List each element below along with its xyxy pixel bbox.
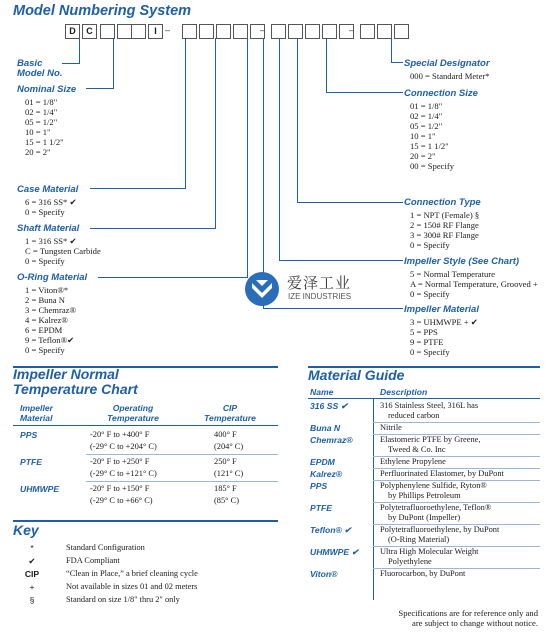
material-desc-line1: Polyphenylene Sulfide, Ryton® [380,481,487,490]
connection-type-label: Connection Type [404,197,481,208]
model-box [271,24,286,39]
shaft-material-list: 1 = 316 SS* ✔ C = Tungsten Carbide 0 = Specify [25,236,101,266]
model-box [288,24,303,39]
connection-size-list: 01 = 1/8" 02 = 1/4" 05 = 1/2" 10 = 1" 15 = 1 1/2" 20 = 2" 00 = Specify [410,101,454,171]
material-name: UHMWPE ✔ [310,547,359,557]
model-dash: – [349,25,355,35]
connection-size-label: Connection Size [404,88,478,99]
model-box [216,24,231,39]
logo-english-text: IZE INDUSTRIES [288,292,352,301]
shaft-material-label: Shaft Material [17,223,80,234]
model-box [305,24,320,39]
material-name: Kalrez® [310,469,343,479]
model-box [182,24,197,39]
material-desc-line1: Ethylene Propylene [380,457,446,466]
model-box [360,24,375,39]
material-name: Teflon® ✔ [310,525,352,535]
material-desc-line1: Ultra High Molecular Weight [380,547,479,556]
material-desc-line1: Elastomeric PTFE by Greene, [380,435,481,444]
material-name: Viton® [310,569,338,579]
footnote: Specifications are for reference only and are subject to change without notice. [398,608,538,628]
logo-chinese-text: 爱泽工业 [287,274,352,292]
material-desc-line1: Perfluorinated Elastomer, by DuPont [380,469,504,478]
temp-cell-op2: (-29° C to +66° C) [90,496,153,505]
material-header-name: Name [310,387,334,397]
temp-cell-op1: -20° F to +400° F [90,430,150,439]
model-box [394,24,409,39]
impeller-style-list: 5 = Normal Temperature A = Normal Temperature, Grooved + 0 = Specify [410,269,538,299]
model-box: C [82,24,97,39]
material-name: EPDM [310,457,335,467]
model-box [100,24,115,39]
key-symbol: + [29,582,35,592]
temp-cell-op2: (-29° C to +204° C) [90,442,157,451]
material-name: Chemraz® [310,435,353,445]
key-symbol: * [30,543,34,553]
basic-label-2: Model No. [17,68,63,79]
model-box: D [65,24,80,39]
special-designator-list: 000 = Standard Meter* [410,71,490,81]
material-desc-line1: Fluorocarbon, by DuPont [380,569,466,578]
temp-row-material: PPS [20,430,38,440]
temp-cell-cip1: 250° F [214,457,237,466]
material-header-desc: Description [380,387,428,397]
model-box [233,24,248,39]
material-desc-line2: by DuPont (Impeller) [388,513,461,522]
temp-cell-cip2: (121° C) [214,469,244,478]
material-guide-title: Material Guide [308,367,405,383]
case-material-list: 6 = 316 SS* ✔ 0 = Specify [25,197,77,217]
material-desc-line2: (O-Ring Material) [388,535,450,544]
impeller-material-list: 3 = UHMWPE + ✔ 5 = PPS 9 = PTFE 0 = Specify [410,317,478,357]
temp-cell-op2: (-29° C to +121° C) [90,469,157,478]
material-name: PTFE [310,503,332,513]
material-desc-line2: reduced carbon [388,411,440,420]
material-desc-line2: by Phillips Petroleum [388,491,461,500]
temp-cell-cip2: (85° C) [214,496,239,505]
temp-header-cip: CIP Temperature [204,403,256,423]
temp-cell-cip1: 400° F [214,430,237,439]
model-dash: – [260,25,266,35]
key-symbol: CIP [24,569,40,579]
temp-cell-cip2: (204° C) [214,442,244,451]
key-description: “Clean in Place,” a brief cleaning cycle [66,569,198,578]
temp-cell-cip1: 185° F [214,484,237,493]
key-description: Not available in sizes 01 and 02 meters [66,582,198,591]
temp-chart-title: Impeller Normal Temperature Chart [13,366,138,397]
material-name: Buna N [310,423,341,433]
temp-cell-op1: -20° F to +150° F [90,484,150,493]
material-desc-line1: Nitrile [380,423,402,432]
company-logo-icon [244,271,280,307]
material-desc-line2: Tweed & Co. Inc [388,445,446,454]
oring-material-list: 1 = Viton®* 2 = Buna N 3 = Chemraz® 4 = Kalrez® 6 = EPDM 9 = Teflon®✔ 0 = Specify [25,285,76,355]
key-description: Standard Configuration [66,543,145,552]
model-box [117,24,132,39]
impeller-style-label: Impeller Style (See Chart) [404,256,520,267]
case-material-label: Case Material [17,184,79,195]
page-title: Model Numbering System [13,3,192,19]
key-description: Standard on size 1/8" thru 2" only [66,595,180,604]
oring-material-label: O-Ring Material [17,272,88,283]
material-desc-line1: 316 Stainless Steel, 316L has [380,401,479,410]
model-box [377,24,392,39]
material-desc-line1: Polytetrafluoroethylene, Teflon® [380,503,492,512]
key-symbol: ✔ [28,556,36,566]
material-desc-line2: Polyethylene [388,557,432,566]
material-desc-line1: Polytetrafluoroethylene, by DuPont [380,525,500,534]
model-box [322,24,337,39]
material-name: 316 SS ✔ [310,401,348,411]
impeller-material-label: Impeller Material [404,304,479,315]
nominal-size-list: 01 = 1/8" 02 = 1/4" 05 = 1/2" 10 = 1" 15 = 1 1/2" 20 = 2" [25,97,64,157]
temp-row-material: PTFE [20,457,42,467]
model-dash: – [165,25,171,35]
temp-row-material: UHMWPE [20,484,60,494]
key-description: FDA Compliant [66,556,120,565]
connection-type-list: 1 = NPT (Female) § 2 = 150# RF Flange 3 = 300# RF Flange 0 = Specify [410,210,480,250]
model-box [131,24,146,39]
temp-header-material: Impeller Material [20,403,53,423]
special-designator-label: Special Designator [404,58,490,69]
key-title: Key [13,522,39,538]
temp-cell-op1: -20° F to +250° F [90,457,150,466]
material-name: PPS [310,481,328,491]
nominal-size-label: Nominal Size [17,84,77,95]
temp-header-operating: Operating Temperature [107,403,159,423]
basic-label-1: Basic [17,58,43,69]
key-symbol: § [29,595,35,605]
model-box: I [148,24,163,39]
model-box [199,24,214,39]
